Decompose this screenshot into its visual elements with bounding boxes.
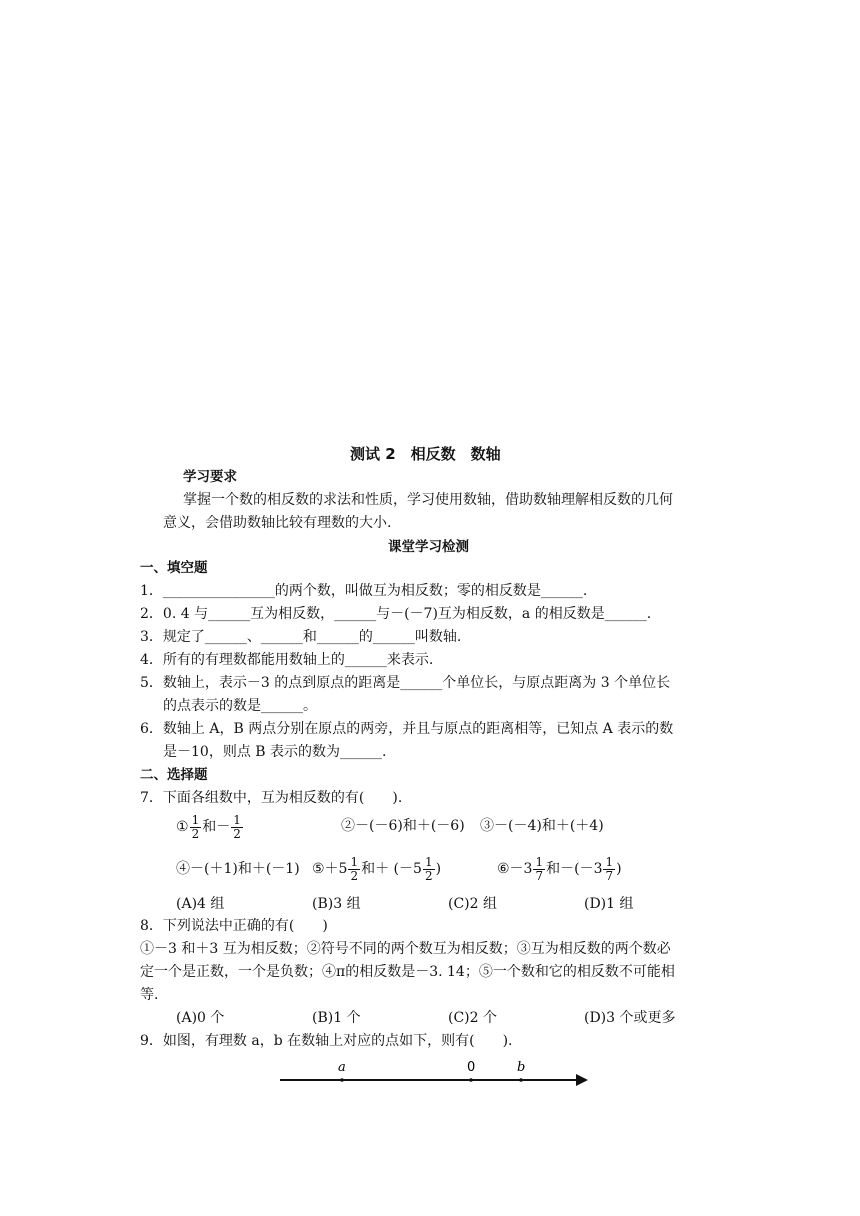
question-4: 4．所有的有理数都能用数轴上的______来表示. xyxy=(140,652,434,668)
fraction-numerator: 1 xyxy=(191,812,200,827)
q7-option-5-fraction-b xyxy=(423,856,435,883)
requirements-line-1: 掌握一个数的相反数的求法和性质，学习使用数轴，借助数轴理解相反数的几何 xyxy=(183,492,673,508)
question-5-line-2: 的点表示的数是______。 xyxy=(163,698,317,714)
question-1: 1．________________的两个数，叫做互为相反数；零的相反数是______. xyxy=(140,583,588,599)
fraction-numerator: 1 xyxy=(233,812,241,827)
requirements-line-2: 意义，会借助数轴比较有理数的大小. xyxy=(163,515,392,531)
fraction-numerator: 1 xyxy=(605,854,614,869)
question-6-line-2: 是－10，则点 B 表示的数为______. xyxy=(163,744,387,760)
q7-option-1-fraction-a xyxy=(190,814,202,841)
q8-answer-b: (B)1 个 xyxy=(312,1010,361,1026)
q7-option-1 xyxy=(176,810,244,844)
fraction-denominator: 7 xyxy=(535,868,544,883)
question-3: 3．规定了______、______和______的______叫数轴. xyxy=(140,629,462,645)
q7-option-5-b: 和＋ (－5 xyxy=(361,861,422,877)
label-a: a xyxy=(338,1060,346,1075)
q8-answer-a: (A)0 个 xyxy=(176,1010,225,1026)
q7-option-4: ④－(＋1)和＋(－1) xyxy=(176,861,300,877)
q7-option-2: ②－(－6)和＋(－6) xyxy=(341,818,465,834)
question-8-line-1: ①－3 和＋3 互为相反数；②符号不同的两个数互为相反数；③互为相反数的两个数必 xyxy=(140,941,671,957)
q7-option-5-a: ⑤＋5 xyxy=(312,861,348,877)
question-7: 7．下面各组数中，互为相反数的有( ). xyxy=(140,790,403,806)
question-8: 8．下列说法中正确的有( ) xyxy=(140,918,328,934)
q7-option-5 xyxy=(312,852,441,886)
q8-answer-d: (D)3 个或更多 xyxy=(584,1010,676,1026)
q7-option-3: ③－(－4)和＋(＋4) xyxy=(480,818,604,834)
fraction-denominator: 2 xyxy=(350,868,359,883)
number-line-arrow xyxy=(576,1074,588,1086)
q7-option-6-fraction-b xyxy=(603,856,615,883)
question-9: 9．如图，有理数 a，b 在数轴上对应的点如下，则有( ). xyxy=(140,1033,513,1049)
fraction-numerator: 1 xyxy=(350,854,359,869)
section-title: 课堂学习检测 xyxy=(388,539,469,555)
fraction-numerator: 1 xyxy=(424,854,433,869)
q7-option-6-fraction-a xyxy=(533,856,545,883)
question-2: 2．0. 4 与______互为相反数，______与－(－7)互为相反数，a 的相反数是______. xyxy=(140,606,652,622)
q7-answer-b: (B)3 组 xyxy=(312,896,361,912)
q7-answer-a: (A)4 组 xyxy=(176,896,225,912)
fraction-numerator: 1 xyxy=(535,854,544,869)
page-title: 测试 2 相反数 数轴 xyxy=(350,445,501,463)
question-8-line-2: 定一个是正数，一个是负数；④π的相反数是－3. 14；⑤一个数和它的相反数不可能相 xyxy=(140,964,675,980)
q7-option-1-fraction-b xyxy=(231,814,243,841)
label-zero: 0 xyxy=(467,1060,476,1075)
point-b xyxy=(519,1078,523,1082)
part2-heading: 二、选择题 xyxy=(140,767,208,783)
question-6-line-1: 6．数轴上 A，B 两点分别在原点的两旁，并且与原点的距离相等，已知点 A 表示的数 xyxy=(140,721,674,737)
point-a xyxy=(340,1078,344,1082)
q7-option-1-prefix: ① xyxy=(176,819,189,835)
fraction-denominator: 2 xyxy=(233,826,241,841)
q7-answer-d: (D)1 组 xyxy=(584,896,634,912)
fraction-denominator: 2 xyxy=(191,826,200,841)
fraction-denominator: 2 xyxy=(424,868,433,883)
q7-option-6-c: ) xyxy=(616,861,622,877)
q7-option-5-fraction-a xyxy=(348,856,360,883)
requirements-heading: 学习要求 xyxy=(183,469,237,485)
q7-option-6-b: 和－(－3 xyxy=(546,861,603,877)
q7-answer-c: (C)2 组 xyxy=(448,896,497,912)
number-line-figure xyxy=(276,1058,596,1098)
fraction-denominator: 7 xyxy=(605,868,614,883)
q7-option-5-c: ) xyxy=(435,861,442,877)
question-5-line-1: 5．数轴上，表示－3 的点到原点的距离是______个单位长，与原点距离为 3 个单位长 xyxy=(140,675,671,691)
label-b: b xyxy=(517,1060,526,1075)
point-zero xyxy=(469,1078,473,1082)
q7-option-1-mid: 和－ xyxy=(202,819,231,835)
q7-option-6-a: ⑥－3 xyxy=(497,861,533,877)
q8-answer-c: (C)2 个 xyxy=(448,1010,497,1026)
question-8-line-3: 等. xyxy=(140,987,159,1003)
part1-heading: 一、填空题 xyxy=(140,560,208,576)
q7-option-6 xyxy=(497,852,622,886)
